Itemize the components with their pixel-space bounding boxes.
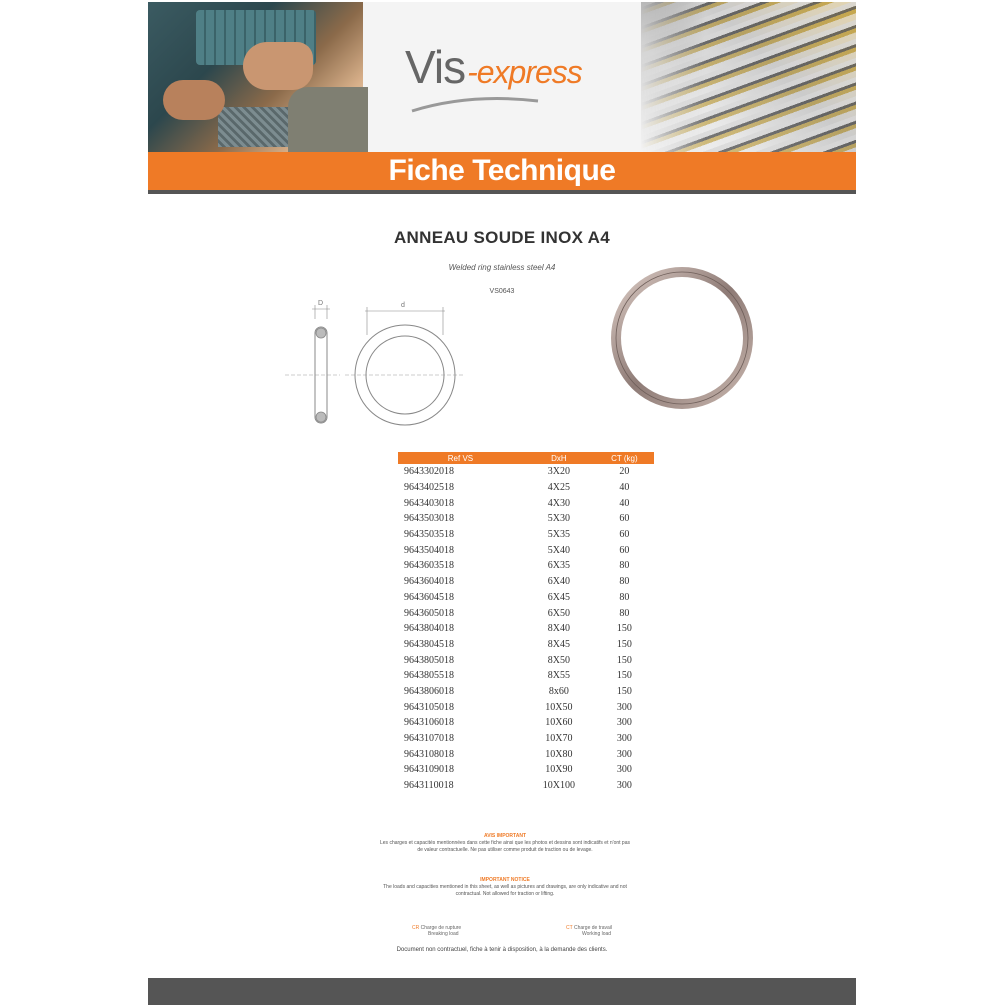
notice-en-text: The loads and capacities mentioned in this sheet, as well as pictures and drawings, are only indicative and not contractual. Not allowed for traction or lifting. — [383, 884, 627, 897]
notice-en-heading: IMPORTANT NOTICE — [480, 877, 530, 883]
dimension-label-d: D — [318, 300, 324, 307]
product-title: ANNEAU SOUDE INOX A4 — [393, 228, 610, 247]
cell-dimensions: 5X40 — [547, 544, 570, 556]
workshop-photo — [148, 2, 363, 152]
cell-dimensions: 8X50 — [547, 654, 570, 666]
table-row — [398, 605, 654, 621]
product-reference: VS0643 — [489, 288, 515, 295]
footer-bar — [148, 978, 856, 1005]
cell-ref: 9643108018 — [404, 748, 454, 760]
table-row — [398, 762, 654, 778]
cell-working-load: 60 — [619, 513, 630, 525]
cell-ref: 9643503518 — [404, 529, 454, 541]
table-row — [398, 652, 654, 668]
cell-working-load: 150 — [616, 670, 632, 682]
cell-working-load: 300 — [616, 717, 632, 729]
title-bar — [148, 152, 856, 194]
cell-dimensions: 10X60 — [545, 717, 573, 729]
table-row — [398, 542, 654, 558]
page-title: Fiche Technique — [388, 154, 616, 187]
cell-ref: 9643605018 — [404, 607, 454, 619]
technical-drawing — [285, 295, 465, 430]
cell-working-load: 300 — [616, 733, 632, 745]
table-row — [398, 558, 654, 574]
cell-working-load: 150 — [616, 654, 632, 666]
table-row — [398, 637, 654, 653]
cell-dimensions: 6X40 — [547, 576, 570, 588]
cell-working-load: 40 — [619, 497, 630, 509]
cell-dimensions: 4X25 — [547, 482, 570, 494]
cell-working-load: 300 — [616, 780, 632, 792]
cell-ref: 9643804518 — [404, 638, 454, 650]
spec-table — [398, 452, 654, 793]
cell-dimensions: 8X40 — [547, 623, 570, 635]
cell-ref: 9643107018 — [404, 733, 454, 745]
legend-label: Charge de travail — [573, 925, 613, 931]
cell-dimensions: 3X20 — [547, 466, 570, 478]
legend-breaking-load — [412, 925, 461, 937]
logo-swoosh-icon — [410, 95, 540, 113]
table-row — [398, 590, 654, 606]
cell-ref: 9643805018 — [404, 654, 454, 666]
column-header: DxH — [523, 452, 595, 464]
cell-ref: 9643804018 — [404, 623, 454, 635]
table-row — [398, 715, 654, 731]
cell-ref: 9643110018 — [404, 780, 454, 792]
cell-ref: 9643603518 — [404, 560, 454, 572]
cell-dimensions: 6X45 — [547, 591, 570, 603]
cell-ref: 9643503018 — [404, 513, 454, 525]
cell-working-load: 20 — [619, 466, 630, 478]
notice-en — [380, 877, 630, 898]
table-row — [398, 699, 654, 715]
legend-code: CR — [412, 925, 420, 931]
cell-ref: 9643109018 — [404, 764, 454, 776]
table-row — [398, 527, 654, 543]
dimension-label-e: d — [401, 302, 405, 309]
cell-working-load: 60 — [619, 544, 630, 556]
legend-label-en: Breaking load — [428, 931, 459, 937]
column-header: CT (kg) — [595, 452, 654, 464]
screws-photo — [641, 2, 856, 152]
cell-working-load: 300 — [616, 748, 632, 760]
cell-working-load: 80 — [619, 607, 630, 619]
cell-dimensions: 5X30 — [547, 513, 570, 525]
legend-working-load — [566, 925, 612, 937]
cell-working-load: 80 — [619, 560, 630, 572]
cell-dimensions: 5X35 — [547, 529, 570, 541]
table-row — [398, 684, 654, 700]
table-row — [398, 778, 654, 794]
table-row — [398, 464, 654, 480]
cell-dimensions: 10X50 — [545, 701, 573, 713]
legend-code: CT — [566, 925, 573, 931]
cell-ref: 9643805518 — [404, 670, 454, 682]
cell-ref: 9643402518 — [404, 482, 454, 494]
table-row — [398, 480, 654, 496]
cell-working-load: 150 — [616, 623, 632, 635]
cell-dimensions: 8x60 — [548, 685, 569, 697]
cell-ref: 9643403018 — [404, 497, 454, 509]
legend-label: Charge de rupture — [420, 925, 462, 931]
cell-working-load: 300 — [616, 764, 632, 776]
table-row — [398, 668, 654, 684]
cell-working-load: 150 — [616, 638, 632, 650]
cell-ref: 9643504018 — [404, 544, 454, 556]
cell-ref: 9643106018 — [404, 717, 454, 729]
footer-note: Document non contractuel, fiche à tenir à disposition, à la demande des clients. — [396, 947, 608, 953]
cell-ref: 9643806018 — [404, 685, 454, 697]
cell-working-load: 40 — [619, 482, 630, 494]
table-row — [398, 511, 654, 527]
table-row — [398, 746, 654, 762]
table-row — [398, 495, 654, 511]
cell-dimensions: 6X35 — [547, 560, 570, 572]
cell-dimensions: 4X30 — [547, 497, 570, 509]
product-photo — [608, 264, 756, 412]
notice-fr-heading: AVIS IMPORTANT — [483, 833, 527, 839]
cell-ref: 9643604518 — [404, 591, 454, 603]
cell-working-load: 150 — [616, 685, 632, 697]
cell-dimensions: 10X70 — [545, 733, 573, 745]
cell-dimensions: 6X50 — [547, 607, 570, 619]
cell-ref: 9643105018 — [404, 701, 454, 713]
table-header-row — [398, 452, 654, 464]
cell-dimensions: 10X100 — [542, 780, 575, 792]
cell-dimensions: 10X90 — [545, 764, 573, 776]
cell-dimensions: 8X45 — [547, 638, 570, 650]
brand-suffix: -express — [467, 54, 582, 90]
table-row — [398, 621, 654, 637]
cell-dimensions: 8X55 — [547, 670, 570, 682]
cell-working-load: 60 — [619, 529, 630, 541]
column-header: Ref VS — [398, 452, 523, 464]
cell-working-load: 300 — [616, 701, 632, 713]
cell-ref: 9643604018 — [404, 576, 454, 588]
notice-fr — [380, 833, 630, 854]
cell-working-load: 80 — [619, 576, 630, 588]
cell-working-load: 80 — [619, 591, 630, 603]
legend-label-en: Working load — [582, 931, 612, 937]
cell-dimensions: 10X80 — [545, 748, 573, 760]
table-row — [398, 574, 654, 590]
brand-name: Vis — [405, 41, 466, 93]
table-body — [398, 464, 654, 793]
table-row — [398, 731, 654, 747]
product-subtitle: Welded ring stainless steel A4 — [448, 263, 556, 272]
brand-logo — [405, 40, 582, 94]
notice-fr-text: Les charges et capacités mentionnées dans cette fiche ainsi que les photos et dessins sont indicatifs et n'ont pas de valeur contractuelle. Ne pas utiliser comme produit de traction ou de levage. — [380, 840, 630, 853]
cell-ref: 9643302018 — [404, 466, 454, 478]
